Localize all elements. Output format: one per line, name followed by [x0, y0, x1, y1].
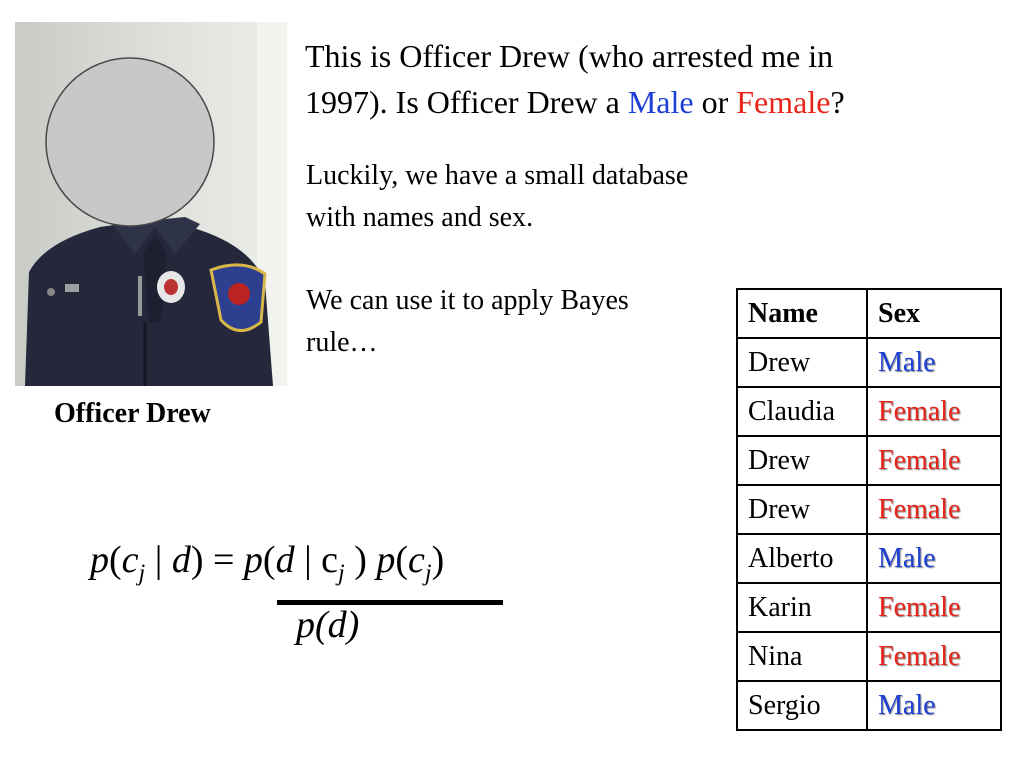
formula-d: d — [171, 539, 191, 581]
formula-equals: = — [212, 539, 235, 581]
cell-sex: Male — [867, 534, 1001, 583]
cell-name: Drew — [737, 436, 867, 485]
photo-caption: Officer Drew — [54, 398, 211, 429]
cell-name: Nina — [737, 632, 867, 681]
header-name: Name — [737, 289, 867, 338]
formula-c: c — [408, 539, 425, 581]
formula-p: p — [243, 539, 263, 581]
table-row — [737, 632, 1001, 681]
cell-name: Drew — [737, 485, 867, 534]
formula-bar: | — [304, 539, 312, 581]
formula-sub-j: j — [424, 560, 432, 587]
cell-sex: Male — [867, 338, 1001, 387]
formula-p: p — [90, 539, 109, 581]
cell-sex: Male — [867, 681, 1001, 730]
table-row — [737, 387, 1001, 436]
title-line2-text: 1997). Is Officer Drew a — [305, 84, 628, 120]
paragraph-database: Luckily, we have a small database with names and sex. — [306, 160, 689, 233]
header-sex: Sex — [867, 289, 1001, 338]
bayes-formula: $p(c_j$ | d) = p(d | $c_j$ ) $p(c_j)$ — [90, 539, 445, 587]
cell-name: Sergio — [737, 681, 867, 730]
officer-photo — [15, 22, 287, 386]
formula-sub-j: j — [338, 560, 345, 587]
formula-p: p — [376, 539, 396, 581]
formula-c: c — [321, 539, 339, 581]
officer-illustration — [15, 22, 287, 386]
cell-name: Drew — [737, 338, 867, 387]
formula-bar: | — [154, 539, 163, 581]
formula-c: c — [121, 539, 139, 581]
cell-sex: Female — [867, 632, 1001, 681]
cell-name: Claudia — [737, 387, 867, 436]
title-question-mark: ? — [830, 84, 845, 120]
table-row — [737, 534, 1001, 583]
table-header-row — [737, 289, 1001, 338]
cell-sex: Female — [867, 387, 1001, 436]
formula-d: d — [275, 539, 295, 581]
formula-sub-j: j — [138, 560, 146, 587]
cell-sex: Female — [867, 485, 1001, 534]
title-line1: This is Officer Drew (who arrested me in — [305, 38, 834, 74]
cell-name: Alberto — [737, 534, 867, 583]
paragraph-bayes: We can use it to apply Bayes rule… — [306, 285, 629, 358]
table-row — [737, 338, 1001, 387]
slide-title — [305, 33, 1005, 125]
cell-sex: Female — [867, 436, 1001, 485]
cell-sex: Female — [867, 583, 1001, 632]
formula-denominator: p(d) — [296, 604, 360, 646]
table-row — [737, 583, 1001, 632]
table-row — [737, 681, 1001, 730]
title-male-word: Male — [627, 84, 694, 120]
cell-name: Karin — [737, 583, 867, 632]
table-row — [737, 485, 1001, 534]
title-female-word: Female — [736, 84, 831, 120]
title-or: or — [693, 84, 737, 120]
table-row — [737, 436, 1001, 485]
names-sex-table — [736, 288, 1002, 731]
